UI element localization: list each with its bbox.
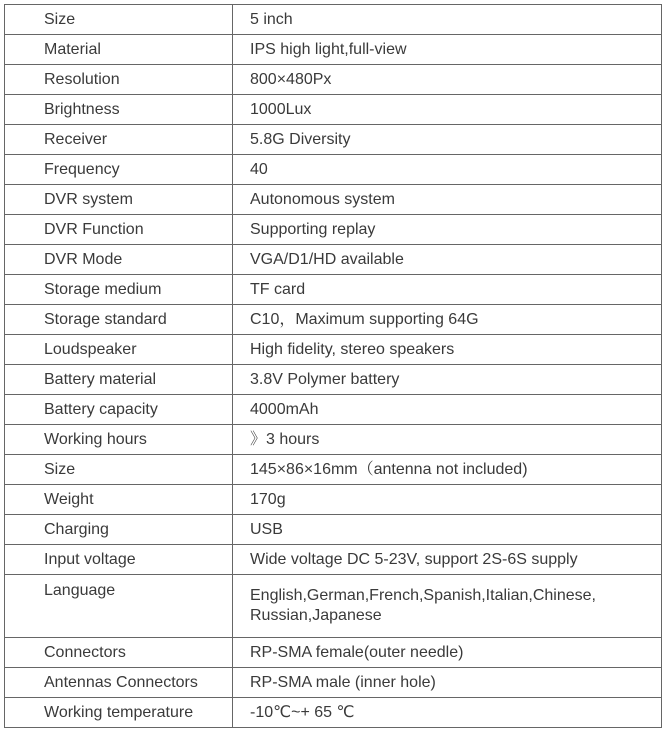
spec-label: Working hours bbox=[5, 425, 233, 455]
spec-row bbox=[5, 95, 662, 125]
spec-row bbox=[5, 545, 662, 575]
spec-value: -10℃~+ 65 ℃ bbox=[233, 698, 662, 728]
spec-label: Storage standard bbox=[5, 305, 233, 335]
spec-label: Loudspeaker bbox=[5, 335, 233, 365]
spec-label: Working temperature bbox=[5, 698, 233, 728]
spec-value: 1000Lux bbox=[233, 95, 662, 125]
spec-label: Receiver bbox=[5, 125, 233, 155]
spec-label: Size bbox=[5, 455, 233, 485]
spec-row bbox=[5, 365, 662, 395]
spec-value: RP-SMA female(outer needle) bbox=[233, 638, 662, 668]
spec-label: Brightness bbox=[5, 95, 233, 125]
spec-label: Weight bbox=[5, 485, 233, 515]
spec-row bbox=[5, 638, 662, 668]
spec-row bbox=[5, 335, 662, 365]
spec-row bbox=[5, 395, 662, 425]
spec-label: Frequency bbox=[5, 155, 233, 185]
spec-label: Charging bbox=[5, 515, 233, 545]
spec-label: Battery capacity bbox=[5, 395, 233, 425]
spec-row bbox=[5, 455, 662, 485]
spec-label: Resolution bbox=[5, 65, 233, 95]
spec-value: 5 inch bbox=[233, 5, 662, 35]
spec-row bbox=[5, 215, 662, 245]
spec-value: 800×480Px bbox=[233, 65, 662, 95]
spec-row bbox=[5, 185, 662, 215]
spec-value: RP-SMA male (inner hole) bbox=[233, 668, 662, 698]
spec-value: 40 bbox=[233, 155, 662, 185]
spec-row bbox=[5, 5, 662, 35]
spec-value: Autonomous system bbox=[233, 185, 662, 215]
spec-row bbox=[5, 125, 662, 155]
spec-label: DVR system bbox=[5, 185, 233, 215]
spec-row bbox=[5, 575, 662, 638]
spec-value: 5.8G Diversity bbox=[233, 125, 662, 155]
spec-value: 4000mAh bbox=[233, 395, 662, 425]
spec-row bbox=[5, 668, 662, 698]
spec-value: 3.8V Polymer battery bbox=[233, 365, 662, 395]
spec-row bbox=[5, 245, 662, 275]
spec-row bbox=[5, 65, 662, 95]
spec-value: English,German,French,Spanish,Italian,Chinese, Russian,Japanese bbox=[233, 575, 662, 638]
spec-row bbox=[5, 305, 662, 335]
spec-value: High fidelity, stereo speakers bbox=[233, 335, 662, 365]
spec-row bbox=[5, 425, 662, 455]
spec-row bbox=[5, 698, 662, 728]
spec-value: USB bbox=[233, 515, 662, 545]
spec-label: Antennas Connectors bbox=[5, 668, 233, 698]
spec-value: TF card bbox=[233, 275, 662, 305]
spec-label: Material bbox=[5, 35, 233, 65]
spec-value: 145×86×16mm（antenna not included) bbox=[233, 455, 662, 485]
spec-value: Wide voltage DC 5-23V, support 2S-6S supply bbox=[233, 545, 662, 575]
spec-table bbox=[4, 4, 662, 728]
spec-row bbox=[5, 275, 662, 305]
spec-label: Input voltage bbox=[5, 545, 233, 575]
spec-label: Connectors bbox=[5, 638, 233, 668]
spec-value: 170g bbox=[233, 485, 662, 515]
spec-value: IPS high light,full-view bbox=[233, 35, 662, 65]
spec-row bbox=[5, 485, 662, 515]
spec-label: Battery material bbox=[5, 365, 233, 395]
spec-value: 》3 hours bbox=[233, 425, 662, 455]
spec-row bbox=[5, 515, 662, 545]
spec-row bbox=[5, 155, 662, 185]
spec-value: VGA/D1/HD available bbox=[233, 245, 662, 275]
spec-label: DVR Mode bbox=[5, 245, 233, 275]
spec-label: Storage medium bbox=[5, 275, 233, 305]
spec-label: Language bbox=[5, 575, 233, 638]
spec-label: Size bbox=[5, 5, 233, 35]
spec-row bbox=[5, 35, 662, 65]
spec-label: DVR Function bbox=[5, 215, 233, 245]
spec-value: Supporting replay bbox=[233, 215, 662, 245]
spec-value: C10，Maximum supporting 64G bbox=[233, 305, 662, 335]
